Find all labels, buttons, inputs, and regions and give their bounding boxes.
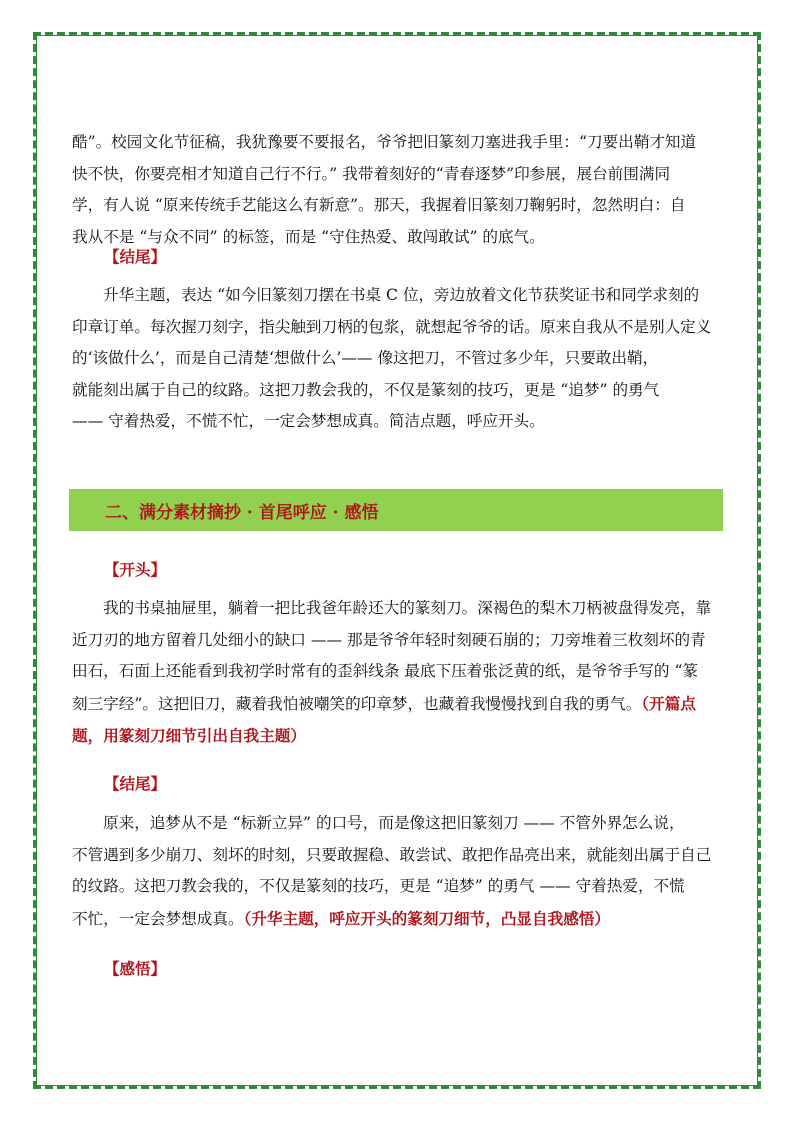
line: 印章订单。每次握刀刻字，指尖触到刀柄的包浆，就想起爷爷的话。原来自我从不是别人定义 bbox=[72, 317, 712, 336]
line: 田石，石面上还能看到我初学时常有的歪斜线条 最底下压着张泛黄的纸，是爷爷手写的 “篆 bbox=[72, 662, 699, 680]
paragraph-ending-2 bbox=[72, 808, 722, 935]
section-banner bbox=[69, 489, 723, 531]
paragraph-ending bbox=[72, 280, 722, 438]
line bbox=[72, 688, 722, 721]
line-text: 不忙，一定会梦想成真。 bbox=[72, 909, 244, 928]
line: 近刀刃的地方留着几处细小的缺口 —— 那是爷爷年轻时刻硬石崩的；刀旁堆着三枚刻坏的青 bbox=[72, 630, 706, 649]
line: 升华主题，表达 “如今旧篆刻刀摆在书桌 C 位，旁边放着文化节获奖证书和同学求刻的 bbox=[103, 286, 700, 304]
line: 学，有人说 “原来传统手艺能这么有新意”。那天，我握着旧篆刻刀鞠躬时，忽然明白：自 bbox=[72, 196, 686, 214]
line: 不管遇到多少崩刀、刻坏的时刻，只要敢握稳、敢尝试、敢把作品亮出来，就能刻出属于自己 bbox=[72, 845, 712, 864]
line-text: 刻三字经”。这把旧刀，藏着我怕被嘲笑的印章梦，也藏着我慢慢找到自我的勇气。 bbox=[72, 694, 642, 713]
line: 我的书桌抽屉里，躺着一把比我爸年龄还大的篆刻刀。深褐色的梨木刀柄被盘得发亮，靠 bbox=[103, 599, 712, 617]
line: 的纹路。这把刀教会我的，不仅是篆刻的技巧，更是 “追梦” 的勇气 —— 守着热爱，不慌 bbox=[72, 877, 685, 895]
section-tag-insight: 【感悟】 bbox=[104, 959, 167, 978]
line: 就能刻出属于自己的纹路。这把刀教会我的，不仅是篆刻的技巧，更是 “追梦” 的勇气 bbox=[72, 380, 660, 399]
line: 原来，追梦从不是 “标新立异” 的口号，而是像这把旧篆刻刀 —— 不管外界怎么说， bbox=[103, 814, 685, 832]
annotation: （开篇点 bbox=[641, 693, 696, 713]
paragraph-opening bbox=[72, 593, 722, 752]
line: 快不快，你要亮相才知道自己行不行。” 我带着刻好的“青春逐梦”印参展，展台前围满同 bbox=[72, 164, 671, 183]
section-tag-ending: 【结尾】 bbox=[104, 247, 167, 266]
line: 的‘该做什么’，而是自己清楚‘想做什么’—— 像这把刀，不管过多少年，只要敢出鞘， bbox=[72, 349, 659, 367]
section-tag-opening: 【开头】 bbox=[104, 560, 167, 579]
paragraph-continuation bbox=[72, 127, 722, 253]
annotation-line: 题，用篆刻刀细节引出自我主题） bbox=[72, 726, 306, 745]
annotation: （升华主题，呼应开头的篆刻刀细节，凸显自我感悟） bbox=[243, 908, 610, 928]
line bbox=[72, 903, 722, 936]
line: —— 守着热爱，不慌不忙，一定会梦想成真。简洁点题，呼应开头。 bbox=[72, 412, 545, 430]
line: 酷”。校园文化节征稿，我犹豫要不要报名，爷爷把旧篆刻刀塞进我手里：“刀要出鞘才知道 bbox=[72, 133, 697, 151]
section-heading: 二、满分素材摘抄 · 首尾呼应 · 感悟 bbox=[105, 503, 379, 523]
line: 我从不是 “与众不同” 的标签，而是 “守住热爱、敢闯敢试” 的底气。 bbox=[72, 227, 545, 246]
section-tag-ending: 【结尾】 bbox=[104, 774, 167, 793]
